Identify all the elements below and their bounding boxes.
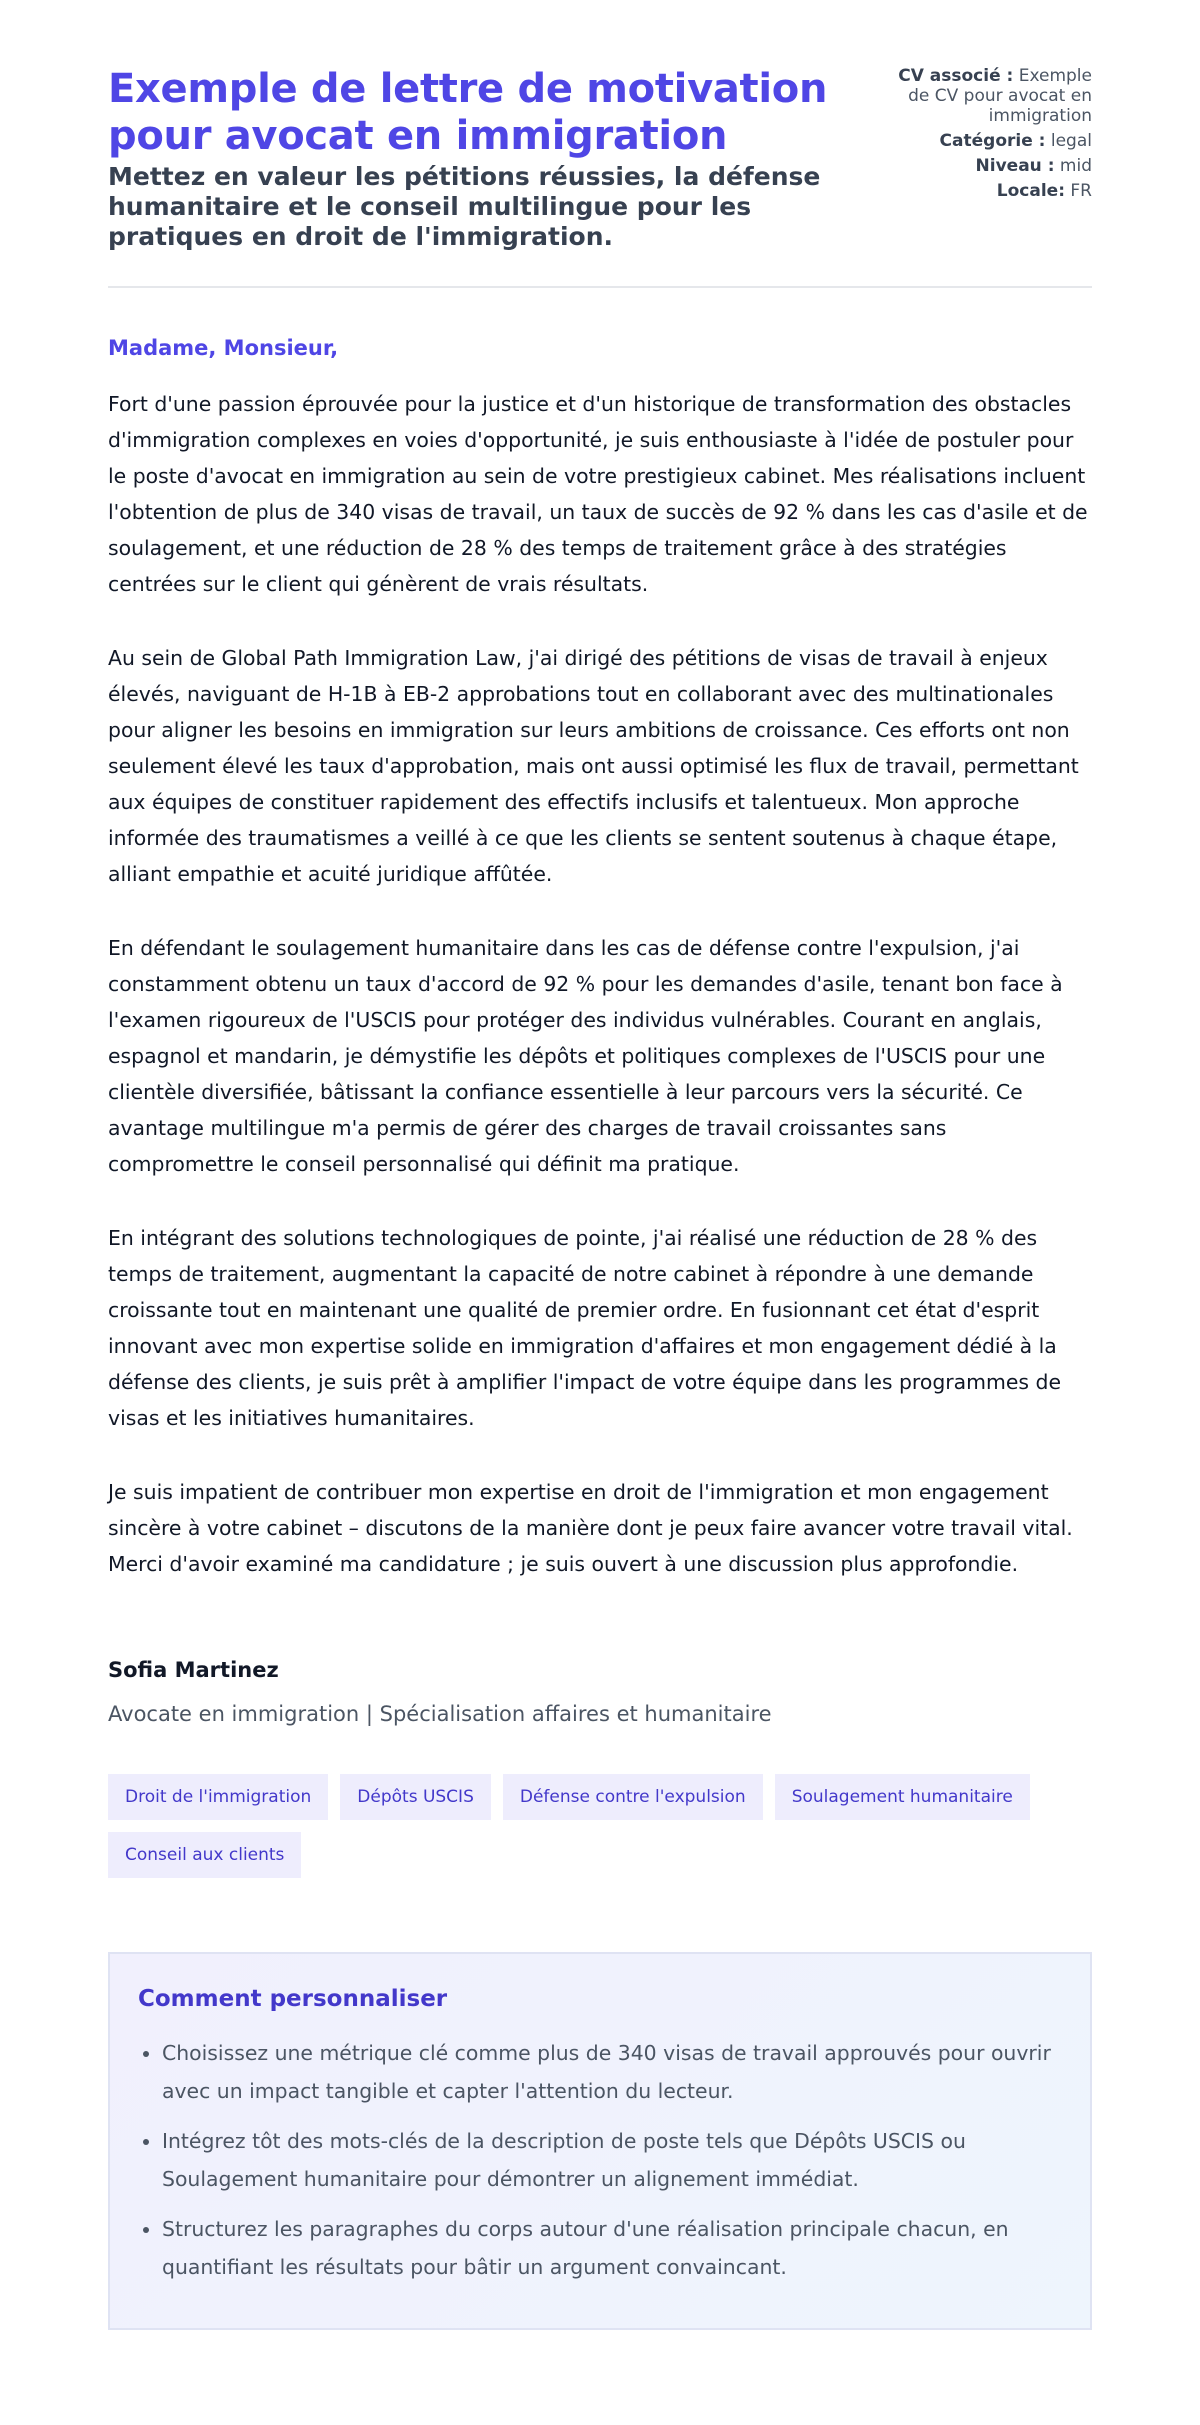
page-title: Exemple de lettre de motivation pour avocat en immigration xyxy=(108,66,828,159)
signature-title: Avocate en immigration | Spécialisation affaires et humanitaire xyxy=(108,1702,772,1726)
letter-paragraph: Au sein de Global Path Immigration Law, j'ai dirigé des pétitions de visas de travail à enjeux élevés, naviguant de H-1B à EB-2 approbations tout en collaborant avec des multinationales pour aligner les besoins en immigration sur leurs ambitions de croissance. Ces efforts ont non seulement élevé les taux d'approbation, mais ont aussi optimisé les flux de travail, permettant aux équipes de constituer rapidement des effectifs inclusifs et talentueux. Mon approche informée des traumatismes a veillé à ce que les clients se sentent soutenus à chaque étape, alliant empathie et acuité juridique affûtée. xyxy=(108,646,1079,886)
meta-level-value: mid xyxy=(1059,156,1092,176)
tip-item: • Intégrez tôt des mots-clés de la description de poste tels que Dépôts USCIS ou Soulagement humanitaire pour démontrer un alignement immédiat. xyxy=(162,2122,1060,2198)
letter-body xyxy=(108,386,1092,1582)
meta-cv xyxy=(882,66,1092,126)
letter-paragraph: Fort d'une passion éprouvée pour la justice et d'un historique de transformation des obstacles d'immigration complexes en voies d'opportunité, je suis enthousiaste à l'idée de postuler pour le poste d'avocat en immigration au sein de votre prestigieux cabinet. Mes réalisations incluent l'obtention de plus de 340 visas de travail, un taux de succès de 92 % dans les cas d'asile et de soulagement, et une réduction de 28 % des temps de traitement grâce à des stratégies centrées sur le client qui génèrent de vrais résultats. xyxy=(108,392,1088,596)
customization-tips xyxy=(108,1952,1092,2330)
meta-cv-value: Exemple de CV pour avocat en immigration xyxy=(908,66,1092,126)
meta-locale xyxy=(882,181,1092,201)
meta-info xyxy=(882,66,1092,206)
meta-category xyxy=(882,131,1092,151)
tag: Défense contre l'expulsion xyxy=(503,1774,763,1820)
meta-category-label: Catégorie : xyxy=(939,131,1046,151)
title-block xyxy=(108,66,848,252)
tips-title: Comment personnaliser xyxy=(138,1986,448,2012)
signature-name: Sofia Martinez xyxy=(108,1658,279,1682)
tag-list xyxy=(108,1774,1092,1878)
letter-paragraph: Je suis impatient de contribuer mon expertise en droit de l'immigration et mon engagement sincère à votre cabinet – discutons de la manière dont je peux faire avancer votre travail vital. Merci d'avoir examiné ma candidature ; je suis ouvert à une discussion plus approfondie. xyxy=(108,1480,1073,1576)
salutation: Madame, Monsieur, xyxy=(108,336,339,360)
letter-paragraph: En défendant le soulagement humanitaire dans les cas de défense contre l'expulsion, j'ai constamment obtenu un taux d'accord de 92 % pour les demandes d'asile, tenant bon face à l'examen rigoureux de l'USCIS pour protéger des individus vulnérables. Courant en anglais, espagnol et mandarin, je démystifie les dépôts et politiques complexes de l'USCIS pour une clientèle diversifiée, bâtissant la confiance essentielle à leur parcours vers la sécurité. Ce avantage multilingue m'a permis de gérer des charges de travail croissantes sans compromettre le conseil personnalisé qui définit ma pratique. xyxy=(108,936,1063,1176)
tips-list xyxy=(138,2034,1060,2286)
page-subtitle: Mettez en valeur les pétitions réussies, la défense humanitaire et le conseil multilingue pour les pratiques en droit de l'immigration. xyxy=(108,162,821,251)
letter-paragraph: En intégrant des solutions technologiques de pointe, j'ai réalisé une réduction de 28 % des temps de traitement, augmentant la capacité de notre cabinet à répondre à une demande croissante tout en maintenant une qualité de premier ordre. En fusionnant cet état d'esprit innovant avec mon expertise solide en immigration d'affaires et mon engagement dédié à la défense des clients, je suis prêt à amplifier l'impact de votre équipe dans les programmes de visas et les initiatives humanitaires. xyxy=(108,1226,1062,1430)
meta-locale-label: Locale: xyxy=(996,181,1065,201)
tip-item: • Choisissez une métrique clé comme plus de 340 visas de travail approuvés pour ouvrir avec un impact tangible et capter l'attention du lecteur. xyxy=(162,2034,1060,2110)
tag: Droit de l'immigration xyxy=(108,1774,328,1820)
tip-item: • Structurez les paragraphes du corps autour d'une réalisation principale chacun, en quantifiant les résultats pour bâtir un argument convaincant. xyxy=(162,2210,1060,2286)
meta-level xyxy=(882,156,1092,176)
tag: Soulagement humanitaire xyxy=(775,1774,1030,1820)
meta-cv-label: CV associé : xyxy=(898,66,1014,86)
meta-category-value: legal xyxy=(1050,131,1092,151)
page-header xyxy=(108,66,1092,288)
meta-level-label: Niveau : xyxy=(975,156,1055,176)
meta-locale-value: FR xyxy=(1070,181,1092,201)
signature xyxy=(108,1658,1092,1726)
tag: Conseil aux clients xyxy=(108,1832,301,1878)
tag: Dépôts USCIS xyxy=(340,1774,491,1820)
